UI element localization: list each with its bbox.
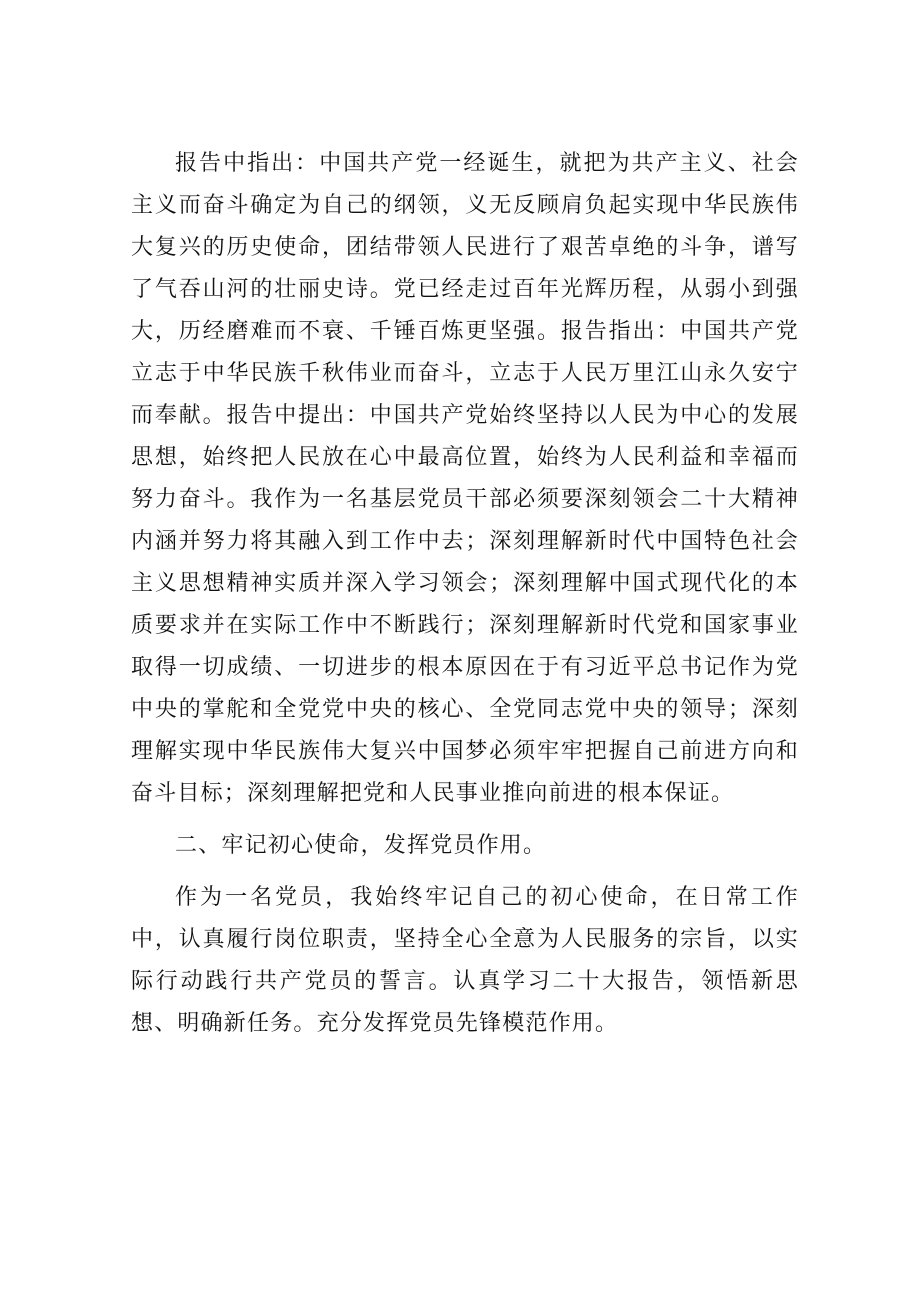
- paragraph-report-summary: 报告中指出：中国共产党一经诞生，就把为共产主义、社会主义而奋斗确定为自己的纲领，义无反顾肩负起实现中华民族伟大复兴的历史使命，团结带领人民进行了艰苦卓绝的斗争，谱写了气吞山河的壮丽史诗。党已经走过百年光辉历程，从弱小到强大，历经磨难而不衰、千锤百炼更坚强。报告指出：中国共产党立志于中华民族千秋伟业而奋斗，立志于人民万里江山永久安宁而奉献。报告中提出：中国共产党始终坚持以人民为中心的发展思想，始终把人民放在心中最高位置，始终为人民利益和幸福而努力奋斗。我作为一名基层党员干部必须要深刻领会二十大精神内涵并努力将其融入到工作中去；深刻理解新时代中国特色社会主义思想精神实质并深入学习领会；深刻理解中国式现代化的本质要求并在实际工作中不断践行；深刻理解新时代党和国家事业取得一切成绩、一切进步的根本原因在于有习近平总书记作为党中央的掌舵和全党党中央的核心、全党同志党中央的领导；深刻理解实现中华民族伟大复兴中国梦必须牢牢把握自己前进方向和奋斗目标；深刻理解把党和人民事业推向前进的根本保证。: [131, 151, 799, 806]
- section-heading-mission: 二、牢记初心使命，发挥党员作用。: [175, 833, 547, 858]
- paragraph-party-member-role: 作为一名党员，我始终牢记自己的初心使命，在日常工作中，认真履行岗位职责，坚持全心全意为人民服务的宗旨，以实际行动践行共产党员的誓言。认真学习二十大报告，领悟新思想、明确新任务。充分发挥党员先锋模范作用。: [131, 885, 799, 1036]
- document-body: [131, 143, 799, 1045]
